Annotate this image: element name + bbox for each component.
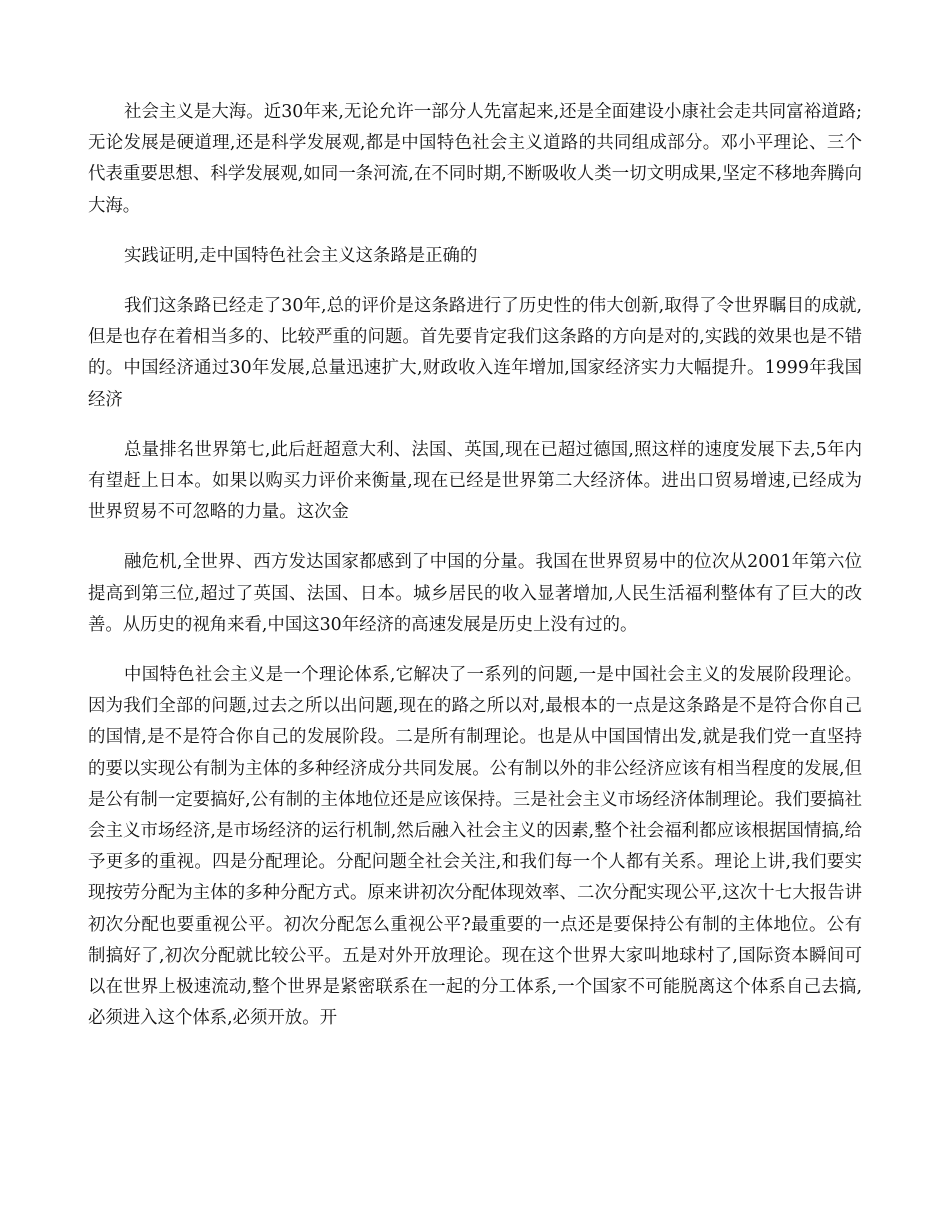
paragraph-theory-system: 中国特色社会主义是一个理论体系,它解决了一系列的问题,一是中国社会主义的发展阶段理论。因为我们全部的问题,过去之所以出问题,现在的路之所以对,最根本的一点是这条路是不是符合你自己的国情,是不是符合你自己的发展阶段。二是所有制理论。也是从中国国情出发,就是我们党一直坚持的要以实现公有制为主体的多种经济成分共同发展。公有制以外的非公经济应该有相当程度的发展,但是公有制一定要搞好,公有制的主体地位还是应该保持。三是社会主义市场经济体制理论。我们要搞社会主义市场经济,是市场经济的运行机制,然后融入社会主义的因素,整个社会福利都应该根据国情搞,给予更多的重视。四是分配理论。分配问题全社会关注,和我们每一个人都有关系。理论上讲,我们要实现按劳分配为主体的多种分配方式。原来讲初次分配体现效率、二次分配实现公平,这次十七大报告讲初次分配也要重视公平。初次分配怎么重视公平?最重要的一点还是要保持公有制的主体地位。公有制搞好了,初次分配就比较公平。五是对外开放理论。现在这个世界大家叫地球村了,国际资本瞬间可以在世界上极速流动,整个世界是紧密联系在一起的分工体系,一个国家不可能脱离这个体系自己去搞,必须进入这个体系,必须开放。开 [88, 665, 862, 1029]
paragraph-financial-crisis: 融危机,全世界、西方发达国家都感到了中国的分量。我国在世界贸易中的位次从2001年第六位提高到第三位,超过了英国、法国、日本。城乡居民的收入显著增加,人民生活福利整体有了巨大的改善。从历史的视角来看,中国这30年经济的高速发展是历史上没有过的。 [88, 552, 862, 635]
paragraph-economic-ranking: 总量排名世界第七,此后赶超意大利、法国、英国,现在已超过德国,照这样的速度发展下去,5年内有望赶上日本。如果以购买力评价来衡量,现在已经是世界第二大经济体。进出口贸易增速,已经成为世界贸易不可忽略的力量。这次金 [88, 439, 862, 523]
body-text [88, 97, 862, 1053]
paragraph-sea: 社会主义是大海。近30年来,无论允许一部分人先富起来,还是全面建设小康社会走共同富裕道路;无论发展是硬道理,还是科学发展观,都是中国特色社会主义道路的共同组成部分。邓小平理论、三个代表重要思想、科学发展观,如同一条河流,在不同时期,不断吸收人类一切文明成果,坚定不移地奔腾向大海。 [88, 102, 862, 216]
paragraph-practice-proves: 实践证明,走中国特色社会主义这条路是正确的 [124, 245, 478, 266]
paragraph-thirty-years: 我们这条路已经走了30年,总的评价是这条路进行了历史性的伟大创新,取得了令世界瞩目的成就,但是也存在着相当多的、比较严重的问题。首先要肯定我们这条路的方向是对的,实践的效果也是不错的。中国经济通过30年发展,总量迅速扩大,财政收入连年增加,国家经济实力大幅提升。1999年我国经济 [88, 296, 862, 410]
